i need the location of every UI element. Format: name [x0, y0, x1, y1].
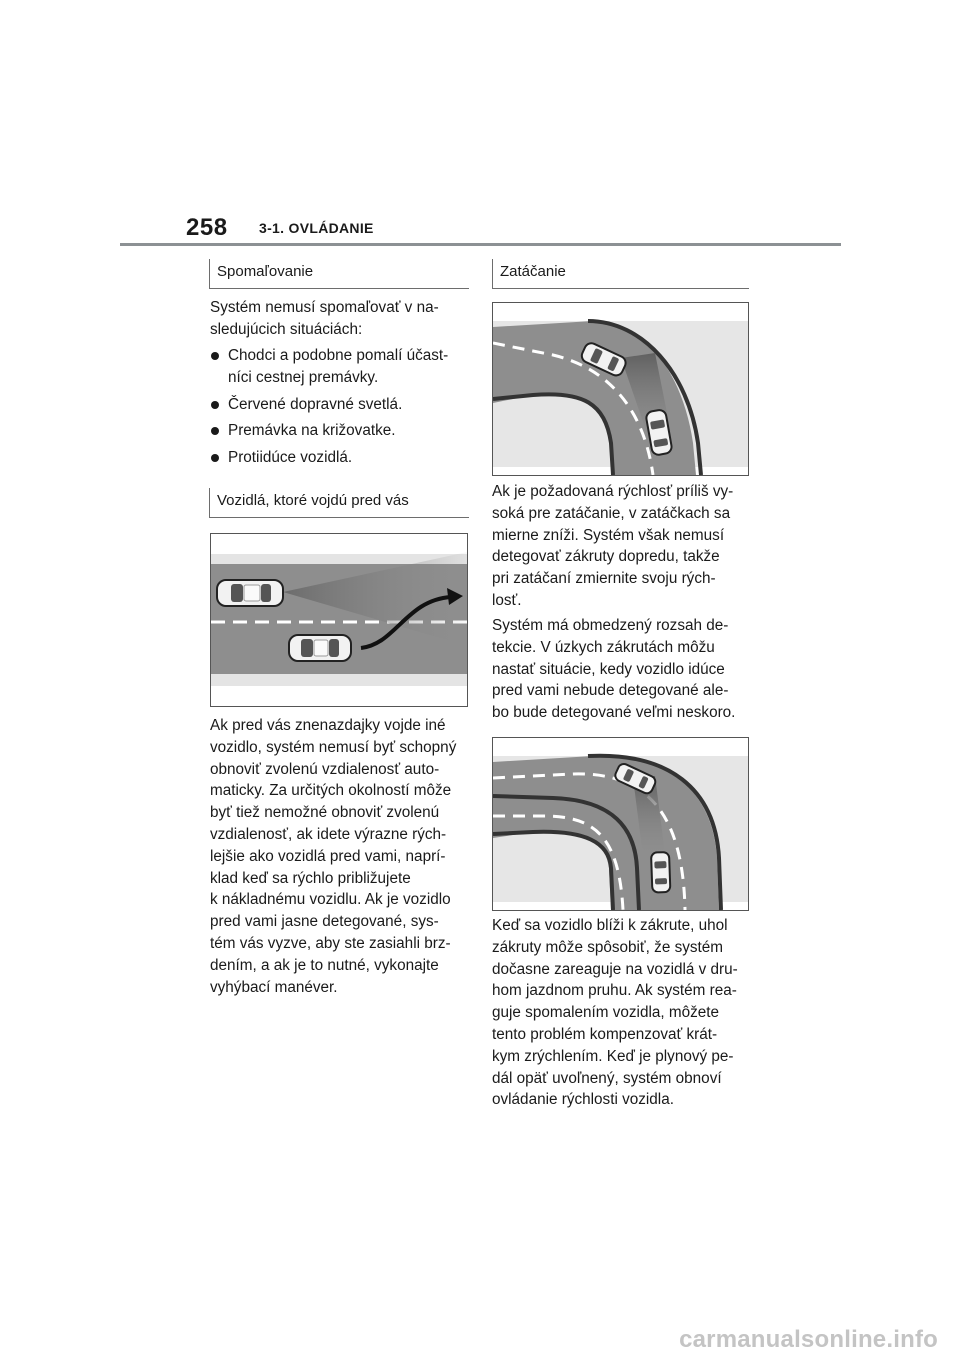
text-line: vozidlo, systém nemusí byť schopný: [210, 738, 457, 756]
text-line: tém vás vyzve, aby ste zasiahli brz-: [210, 934, 451, 952]
text-line: detegovať zákruty dopredu, takže: [492, 548, 720, 566]
list-item: [210, 420, 472, 442]
heading-underline: [492, 288, 749, 289]
section-heading-cutin: [209, 488, 469, 518]
text-line: losť.: [492, 591, 522, 609]
text-line: dočasne zareaguje na vozidlá v dru-: [492, 960, 738, 978]
text-line: Chodci a podobne pomalí účast-: [228, 347, 449, 364]
text-line: dál opäť uvoľnený, systém obnoví: [492, 1069, 722, 1087]
text-line: Systém nemusí spomaľovať v na-: [210, 299, 439, 316]
text-line: vyhýbací manéver.: [210, 978, 338, 996]
text-line: dením, a ak je to nutné, vykonajte: [210, 956, 439, 974]
road-shoulder-bottom: [211, 674, 467, 686]
cut-in-car: [289, 635, 351, 661]
turning-paragraph-3: [492, 915, 754, 1111]
intro-paragraph: [210, 297, 472, 341]
text-line: pri zatáčaní zmiernite svoju rých-: [492, 570, 716, 588]
section-heading-slowing-text: Spomaľovanie: [217, 263, 314, 280]
turning-paragraph-1: [492, 481, 754, 612]
turning-paragraph-2: [492, 615, 754, 724]
text-line: Systém má obmedzený rozsah de-: [492, 617, 729, 634]
text-line: hom jazdnom pruhu. Ak systém rea-: [492, 982, 737, 1000]
text-line: sledujúcich situáciách:: [210, 320, 363, 338]
heading-underline: [209, 288, 469, 289]
text-line: tekcie. V úzkych zákrutách môžu: [492, 638, 715, 656]
curve-svg: [493, 303, 748, 475]
text-line: níci cestnej premávky.: [228, 368, 379, 386]
list-item: [210, 447, 472, 469]
watermark: carmanualsonline.info: [679, 1326, 938, 1353]
section-heading-slowing: [209, 259, 469, 289]
list-item: [210, 345, 472, 389]
text-line: vzdialenosť, ak idete výrazne rých-: [210, 825, 447, 843]
page-number: 258: [186, 214, 228, 241]
text-line: Premávka na križovatke.: [228, 422, 396, 440]
text-line: kym zrýchlením. Keď je plynový pe-: [492, 1047, 734, 1065]
text-line: pred vami jasne detegované, sys-: [210, 913, 439, 931]
text-line: Ak pred vás znenazdajky vojde iné: [210, 717, 446, 734]
section-heading-cutin-text: Vozidlá, ktoré vojdú pred vás: [217, 492, 409, 509]
text-line: klad keď sa rýchlo približujete: [210, 869, 411, 887]
header-rule: [120, 243, 841, 246]
text-line: pred vami nebude detegované ale-: [492, 682, 729, 700]
bullet-list: [210, 345, 472, 474]
cut-in-svg: [211, 534, 467, 706]
text-line: Keď sa vozidlo blíži k zákrute, uhol: [492, 917, 728, 934]
curve-two-lane-svg: [493, 738, 748, 910]
section-heading-turning: [492, 259, 749, 289]
text-line: guje spomalením vozidla, môžete: [492, 1004, 720, 1022]
text-line: soká pre zatáčanie, v zatáčkach sa: [492, 504, 731, 522]
text-line: k nákladnému vozidlu. Ak je vozidlo: [210, 891, 451, 909]
ego-car: [217, 580, 283, 606]
curve-illustration: [492, 302, 749, 476]
list-item: [210, 394, 472, 416]
text-line: Protiidúce vozidlá.: [228, 449, 353, 467]
heading-underline: [209, 517, 469, 518]
text-line: Červené dopravné svetlá.: [228, 395, 403, 413]
chapter-title: 3-1. OVLÁDANIE: [259, 220, 374, 236]
cut-in-illustration: [210, 533, 468, 707]
text-line: obnoviť zvolenú vzdialenosť auto-: [210, 760, 440, 778]
text-line: ovládanie rýchlosti vozidla.: [492, 1091, 674, 1109]
text-line: bo bude detegované veľmi neskoro.: [492, 704, 736, 722]
text-line: maticky. Za určitých okolností môže: [210, 782, 452, 800]
text-line: tento problém kompenzovať krát-: [492, 1025, 718, 1043]
text-line: mierne zníži. Systém však nemusí: [492, 526, 725, 544]
text-line: Ak je požadovaná rýchlosť príliš vy-: [492, 483, 734, 500]
ego-car: [651, 852, 670, 893]
section-heading-turning-text: Zatáčanie: [500, 263, 566, 280]
text-line: zákruty môže spôsobiť, že systém: [492, 938, 724, 956]
text-line: lejšie ako vozidlá pred vami, naprí-: [210, 847, 446, 865]
cut-in-paragraph: [210, 715, 472, 998]
text-line: nastať situácie, kedy vozidlo idúce: [492, 660, 725, 678]
curve-two-lane-illustration: [492, 737, 749, 911]
text-line: byť tiež nemožné obnoviť zvolenú: [210, 804, 440, 822]
